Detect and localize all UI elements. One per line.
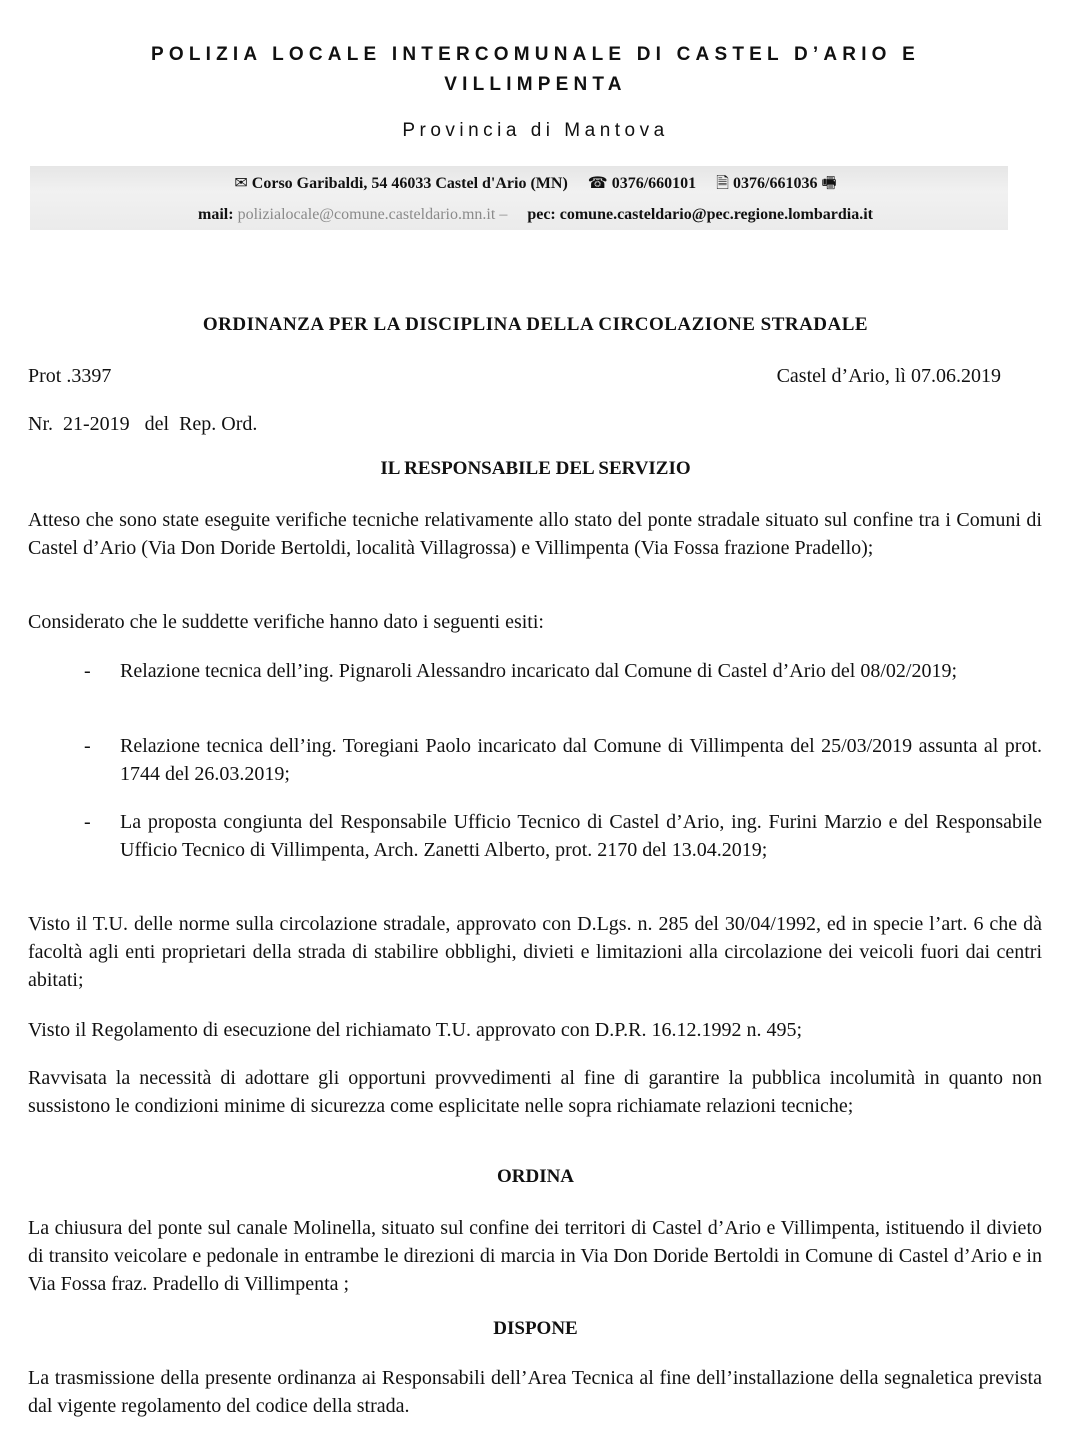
- pec-label: pec:: [527, 206, 556, 223]
- paragraph-visto-regolamento: Visto il Regolamento di esecuzione del richiamato T.U. approvato con D.P.R. 16.12.1992 n. 495;: [28, 1019, 803, 1041]
- document-title: ORDINANZA PER LA DISCIPLINA DELLA CIRCOLAZIONE STRADALE: [202, 314, 869, 335]
- paragraph-dispone: La trasmissione della presente ordinanza ai Responsabili dell’Area Tecnica al fine dell’installazione della segnaletica prevista dal vigente regolamento del codice della strada.: [28, 1367, 1042, 1417]
- dispone-heading: DISPONE: [493, 1318, 578, 1339]
- ordinance-number: Nr. 21-2019 del Rep. Ord.: [28, 413, 258, 435]
- fax-number: 0376/661036: [733, 175, 818, 192]
- contact-line-address: [0, 172, 1071, 199]
- mail-label: mail:: [198, 206, 234, 223]
- paragraph-ordina: La chiusura del ponte sul canale Molinella, situato sul confine dei territori di Castel d’Ario e Villimpenta, istituendo il divieto di transito veicolare e pedonale in entrambe le direzioni di marcia in Via Don Doride Bertoldi in Comune di Castel d’Ario e in Via Fossa fraz. Pradello di Villimpenta ;: [28, 1217, 1042, 1295]
- pec-address: comune.casteldario@pec.regione.lombardia.it: [559, 206, 873, 223]
- list-bullet: -: [84, 735, 91, 757]
- list-item: La proposta congiunta del Responsabile Ufficio Tecnico di Castel d’Ario, ing. Furini Marzio e del Responsabile Ufficio Tecnico di Villimpenta, Arch. Zanetti Alberto, prot. 2170 del 13.04.2019;: [120, 811, 1042, 861]
- paragraph-ravvisata: Ravvisata la necessità di adottare gli opportuni provvedimenti al fine di garantire la pubblica incolumità in quanto non sussistono le condizioni minime di sicurezza come esplicitate nelle sopra richiamate relazioni tecniche;: [28, 1067, 1042, 1117]
- agency-name: POLIZIA LOCALE INTERCOMUNALE DI CASTEL D’ARIO E VILLIMPENTA: [150, 44, 920, 95]
- province-line: Provincia di Mantova: [402, 120, 669, 141]
- envelope-icon: ✉: [234, 175, 248, 192]
- phone-number: 0376/660101: [611, 175, 697, 192]
- protocol-number: Prot .3397: [28, 365, 112, 387]
- paragraph-atteso: Atteso che sono state eseguite verifiche tecniche relativamente allo stato del ponte stradale situato sul confine tra i Comuni di Castel d’Ario (Via Don Doride Bertoldi, località Villagrossa) e Villimpenta (Via Fossa frazione Pradello);: [28, 509, 1042, 559]
- responsible-heading: IL RESPONSABILE DEL SERVIZIO: [380, 458, 691, 479]
- document-date: Castel d’Ario, lì 07.06.2019: [776, 365, 1001, 387]
- ordina-heading: ORDINA: [496, 1166, 575, 1187]
- address-text: Corso Garibaldi, 54 46033 Castel d'Ario (MN): [251, 175, 568, 192]
- paragraph-visto-tu: Visto il T.U. delle norme sulla circolazione stradale, approvato con D.Lgs. n. 285 del 30/04/1992, ed in specie l’art. 6 che dà facoltà agli enti proprietari della strada di stabilire obblighi, divieti e limitazioni alla circolazione dei veicoli fuori dai centri abitati;: [28, 913, 1042, 991]
- list-bullet: -: [84, 811, 91, 833]
- telephone-icon: ☎: [587, 175, 608, 192]
- contact-line-mail: [0, 206, 1071, 224]
- document-icon: 🗎: [716, 175, 730, 192]
- list-item: Relazione tecnica dell’ing. Toregiani Paolo incaricato dal Comune di Villimpenta del 25/03/2019 assunta al prot. 1744 del 26.03.2019;: [120, 735, 1042, 785]
- list-bullet: -: [84, 660, 91, 682]
- paragraph-considerato: Considerato che le suddette verifiche hanno dato i seguenti esiti:: [28, 611, 544, 633]
- fax-icon: 🖷: [821, 175, 837, 192]
- list-item: Relazione tecnica dell’ing. Pignaroli Alessandro incaricato dal Comune di Castel d’Ario del 08/02/2019;: [120, 660, 958, 682]
- email-address: polizialocale@comune.casteldario.mn.it –: [237, 206, 508, 223]
